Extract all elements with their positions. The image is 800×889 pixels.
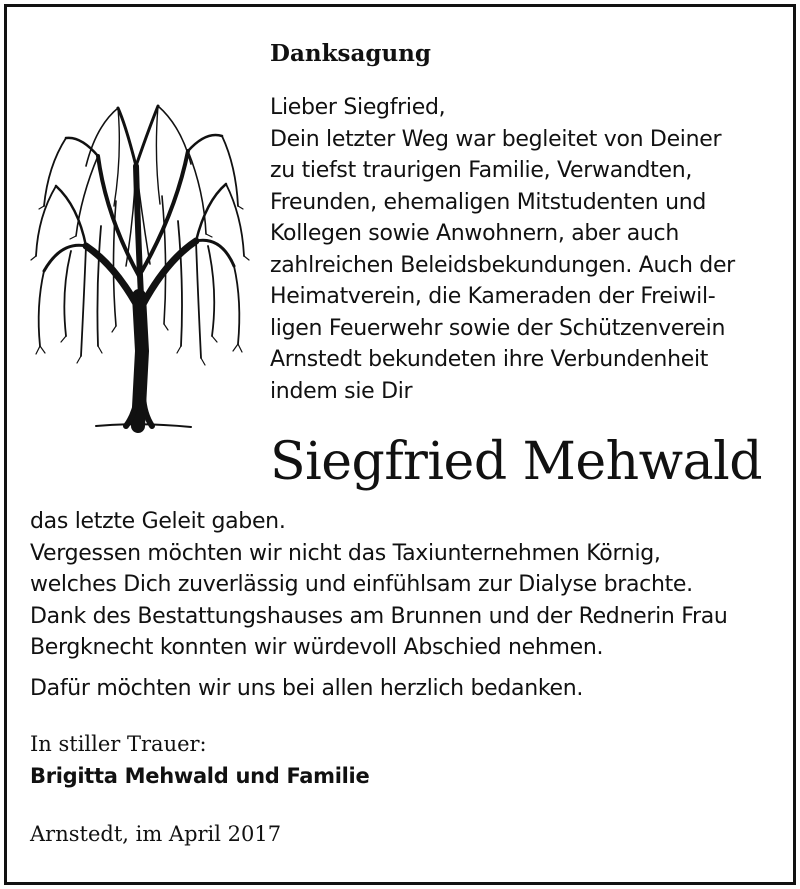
- intro-line: zahlreichen Beleidsbekundungen. Auch der: [270, 252, 735, 278]
- intro-line: indem sie Dir: [270, 378, 413, 404]
- notice-heading: Danksagung: [270, 40, 431, 67]
- intro-line: zu tiefst traurigen Familie, Verwandten,: [270, 158, 693, 183]
- mourning-line: In stiller Trauer:: [30, 732, 207, 756]
- tree-icon: [26, 96, 252, 436]
- thanks-line: Dafür möchten wir uns bei allen herzlich bedanken.: [30, 676, 584, 701]
- intro-line: Lieber Siegfried,: [270, 95, 446, 120]
- intro-text: [270, 92, 780, 407]
- intro-line: Heimatverein, die Kameraden der Freiwil-: [270, 284, 716, 309]
- body-line: Bergknecht konnten wir würdevoll Abschied nehmen.: [30, 635, 604, 660]
- body-line: das letzte Geleit gaben.: [30, 509, 286, 534]
- intro-line: Freunden, ehemaligen Mitstudenten und: [270, 189, 707, 215]
- intro-line: Kollegen sowie Anwohnern, aber auch: [270, 221, 679, 246]
- body-text: [30, 506, 790, 664]
- intro-line: Arnstedt bekundeten ihre Verbundenheit: [270, 347, 709, 372]
- body-line: Dank des Bestattungshauses am Brunnen und der Rednerin Frau: [30, 603, 728, 629]
- deceased-name: Siegfried Mehwald: [270, 432, 763, 492]
- intro-line: ligen Feuerwehr sowie der Schützenverein: [270, 315, 726, 341]
- body-line: Vergessen möchten wir nicht das Taxiunternehmen Körnig,: [30, 540, 661, 566]
- family-signature: Brigitta Mehwald und Familie: [30, 764, 370, 788]
- body-line: welches Dich zuverlässig und einfühlsam zur Dialyse brachte.: [30, 572, 693, 597]
- place-date: Arnstedt, im April 2017: [30, 822, 282, 846]
- intro-line: Dein letzter Weg war begleitet von Deiner: [270, 126, 722, 152]
